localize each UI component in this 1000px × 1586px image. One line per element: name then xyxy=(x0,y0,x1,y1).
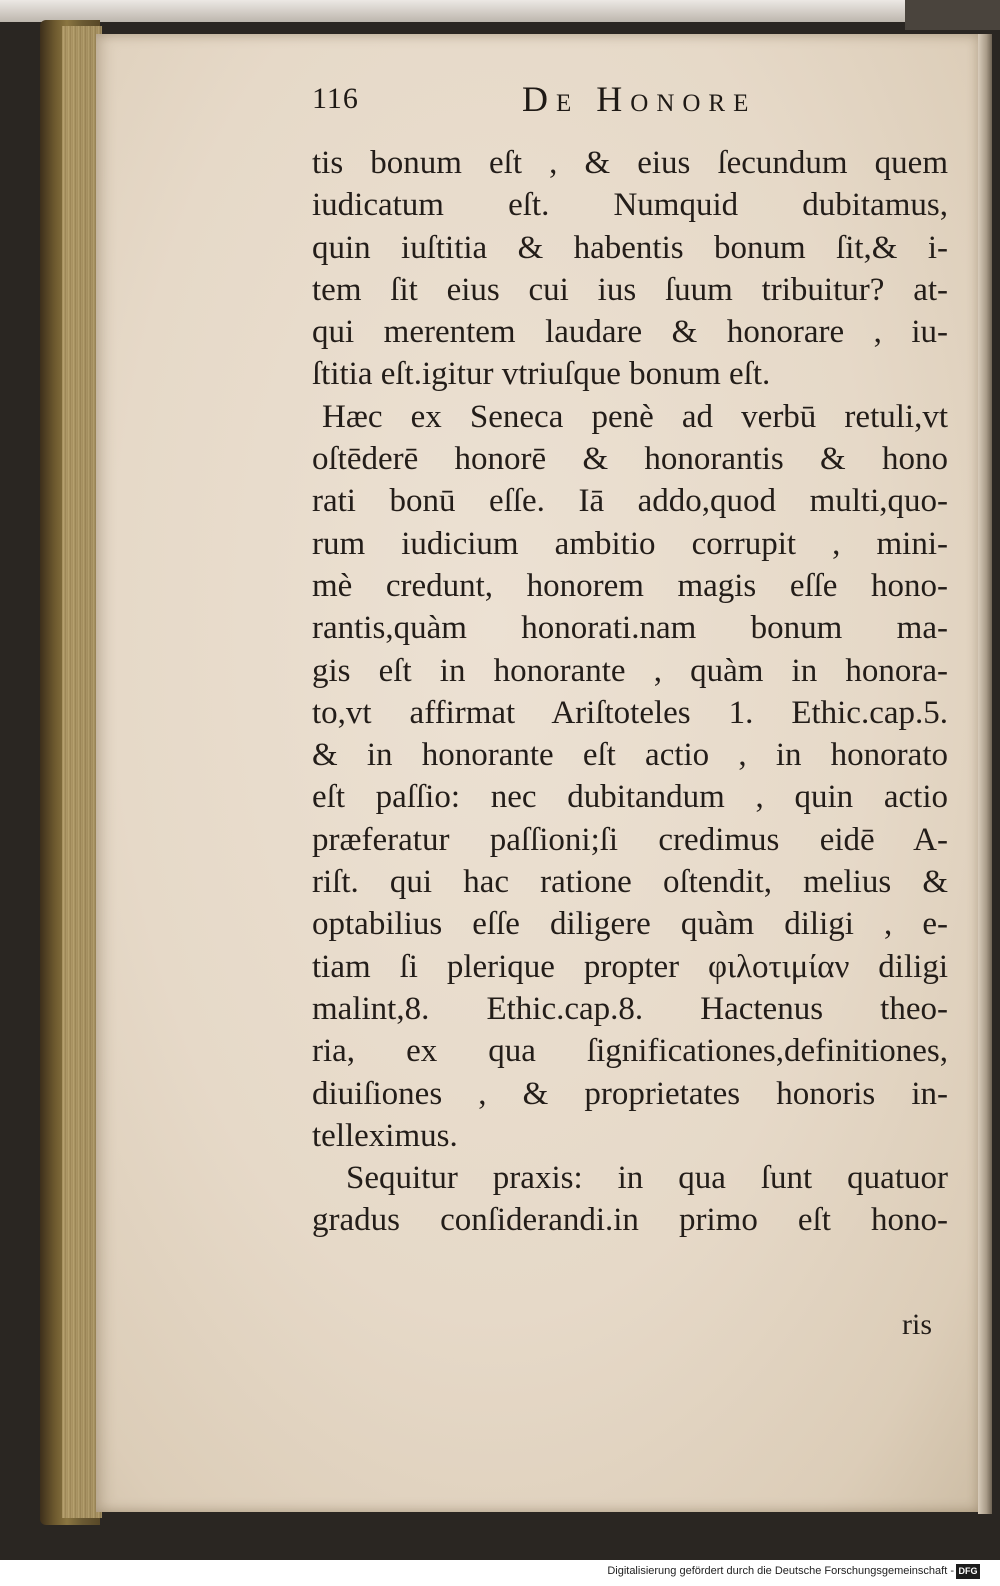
text-line: tis bonum eſt , & eius ſecundum quem xyxy=(312,145,948,181)
text-line: diuiſiones , & proprietates honoris in- xyxy=(312,1075,948,1112)
page-number: 116 xyxy=(312,82,359,115)
running-title: De Honore xyxy=(522,79,757,119)
scan-background-top xyxy=(0,0,1000,22)
text-line: iudicatum eſt. Numquid dubitamus, xyxy=(312,187,948,224)
page-header xyxy=(312,76,812,128)
text-line: gis eſt in honorante , quàm in honora- xyxy=(312,652,948,689)
text-line: & in honorante eſt actio , in honorato xyxy=(312,737,948,774)
text-line: ria, ex qua ſignificationes,definitiones, xyxy=(312,1033,948,1070)
text-line: rati bonū eſſe. Iā addo,quod multi,quo- xyxy=(312,483,948,520)
text-line: rum iudicium ambitio corrupit , mini- xyxy=(312,525,948,562)
text-line: riſt. qui hac ratione oſtendit, melius & xyxy=(312,864,948,901)
text-line: rantis,quàm honorati.nam bonum ma- xyxy=(312,610,948,647)
text-line: to,vt affirmat Ariſtoteles 1. Ethic.cap.5. xyxy=(312,694,948,731)
digitization-footer xyxy=(0,1560,1000,1586)
funding-credit: Digitalisierung gefördert durch die Deutsche Forschungsgemeinschaft - xyxy=(607,1565,954,1577)
text-line: tem ſit eius cui ius ſuum tribuitur? at- xyxy=(312,271,948,308)
dfg-logo: DFG xyxy=(956,1564,980,1579)
text-line: præferatur paſſioni;ſi credimus eidē A- xyxy=(312,821,948,858)
text-line: oſtēderē honorē & honorantis & hono xyxy=(312,441,948,478)
text-line: telleximus. xyxy=(312,1117,458,1154)
text-line: eſt paſſio: nec dubitandum , quin actio xyxy=(312,779,948,816)
catchword: ris xyxy=(902,1308,932,1341)
page-gutter-shadow xyxy=(978,34,992,1514)
body-text xyxy=(312,142,948,1242)
text-line: Hæc ex Seneca penè ad verbū retuli,vt xyxy=(322,398,948,435)
text-line: gradus conſiderandi.in primo eſt hono- xyxy=(312,1202,948,1239)
text-line: quin iuſtitia & habentis bonum ſit,& i- xyxy=(312,229,948,266)
text-line: mè credunt, honorem magis eſſe hono- xyxy=(312,567,948,604)
scan-background-corner xyxy=(905,0,1000,30)
text-line: tiam ſi plerique propter φιλοτιμίαν diligi xyxy=(312,948,948,985)
text-line: malint,8. Ethic.cap.8. Hactenus theo- xyxy=(312,990,948,1027)
text-line: ſtitia eſt.igitur vtriuſque bonum eſt. xyxy=(312,356,771,393)
text-line: qui merentem laudare & honorare , iu- xyxy=(312,314,948,351)
text-line: Sequitur praxis: in qua ſunt quatuor xyxy=(346,1160,948,1197)
text-line: optabilius eſſe diligere quàm diligi , e- xyxy=(312,906,948,943)
